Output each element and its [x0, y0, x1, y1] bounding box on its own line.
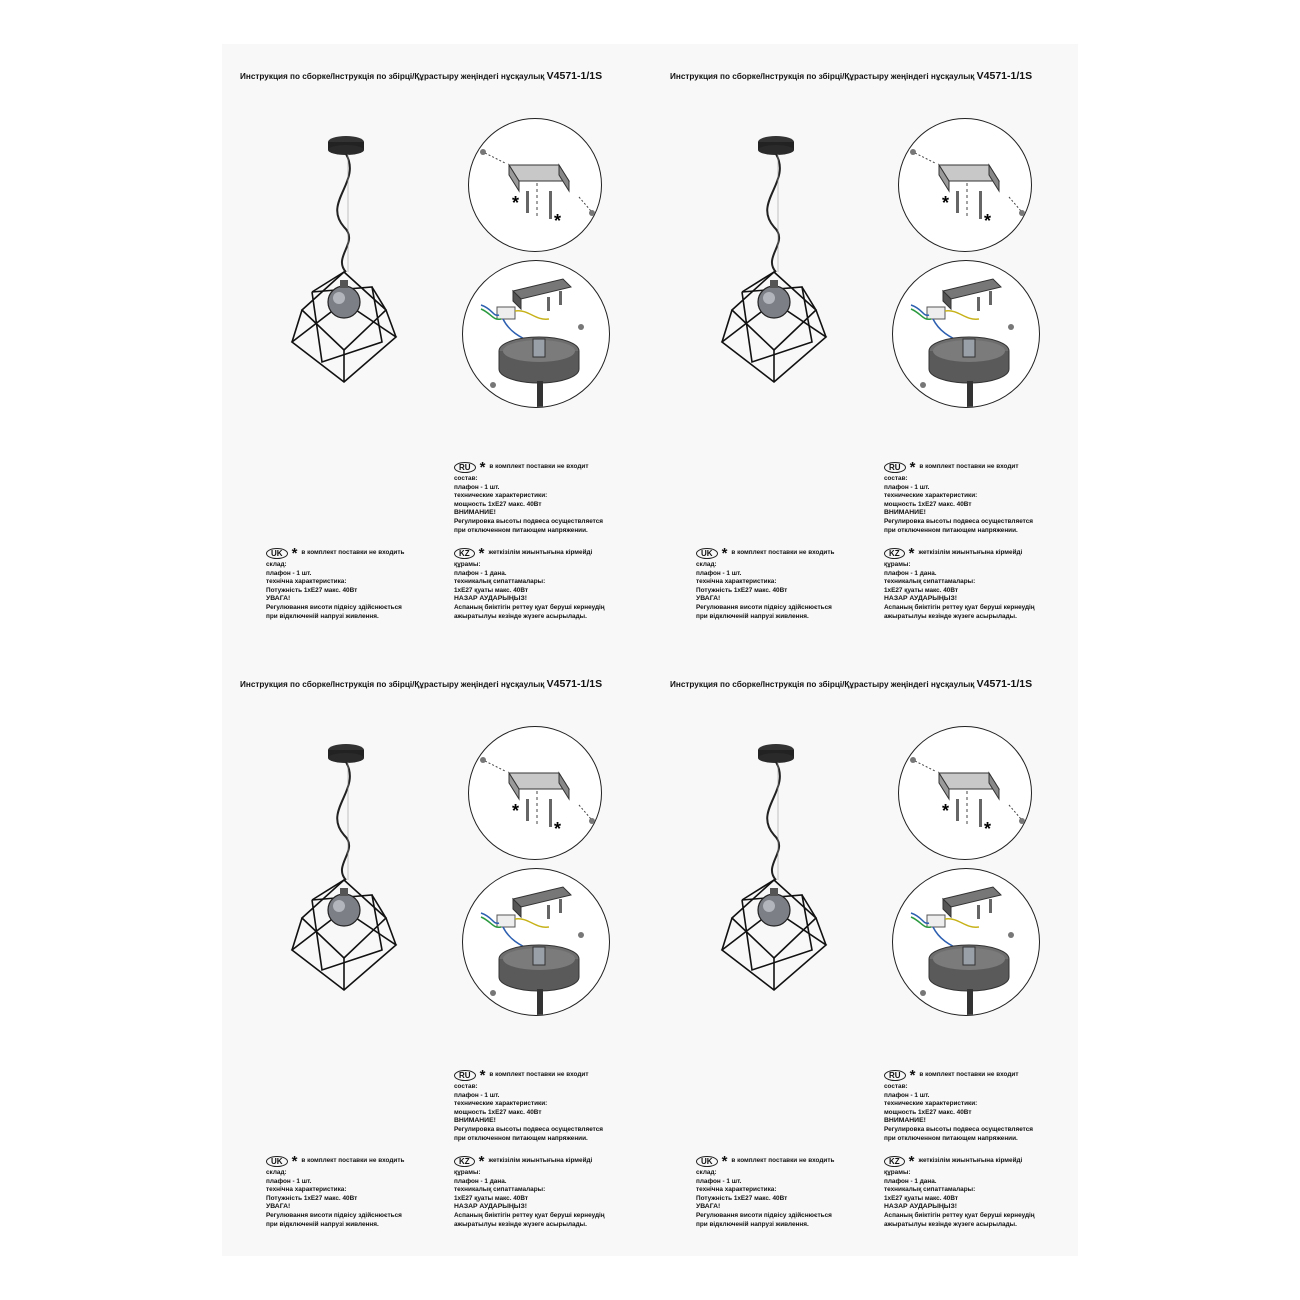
kz-warning-heading: НАЗАР АУДАРЫҢЫЗ!	[884, 1203, 957, 1211]
kz-line: плафон - 1 дана.	[454, 1177, 507, 1185]
asterisk-icon: *	[908, 544, 915, 562]
uk-line: при відключеній напрузі живлення.	[266, 1220, 379, 1228]
asterisk-icon: *	[479, 458, 486, 476]
svg-text:*: *	[512, 193, 520, 213]
pendant-lamp-illustration	[712, 740, 842, 1000]
model-code: V4571-1/1S	[546, 678, 603, 690]
uk-line: технічна характеристика:	[696, 578, 777, 586]
ru-line: мощность 1xE27 макс. 40Вт	[454, 1108, 542, 1116]
ru-line: технические характеристики:	[884, 492, 978, 500]
ru-line: состав:	[454, 1083, 478, 1090]
ru-line: состав:	[454, 475, 478, 482]
uk-line: Регулювання висоти підвісу здійснюється	[266, 1211, 402, 1219]
ru-instructions	[454, 1066, 604, 1143]
instruction-panel	[652, 44, 1082, 650]
ru-line: мощность 1xE27 макс. 40Вт	[454, 500, 542, 508]
instruction-sheet	[222, 44, 1078, 1256]
panel-title	[670, 678, 1080, 690]
uk-star-note: в комплект поставки не входить	[731, 1157, 835, 1165]
ru-warning-heading: ВНИМАНИЕ!	[884, 509, 926, 517]
mounting-bracket-diagram	[468, 726, 602, 860]
kz-instructions	[454, 1152, 605, 1229]
kz-line: ажыратылуы кезінде жүзеге асырылады.	[454, 1220, 587, 1228]
uk-line: склад:	[696, 1169, 717, 1176]
uk-instructions	[266, 544, 405, 621]
asterisk-icon: *	[478, 544, 485, 562]
uk-line: Потужність 1xE27 макс. 40Вт	[696, 586, 788, 594]
kz-line: Аспаның биіктігін реттеу қуат беруші кернеудің	[884, 1211, 1035, 1219]
kz-line: техникалық сипаттамалары:	[884, 578, 976, 586]
kz-line: ажыратылуы кезінде жүзеге асырылады.	[884, 1220, 1017, 1228]
kz-line: ажыратылуы кезінде жүзеге асырылады.	[884, 612, 1017, 620]
ru-line: Регулировка высоты подвеса осуществляется	[884, 1125, 1034, 1133]
kz-line: плафон - 1 дана.	[884, 569, 937, 577]
kz-line: құрамы:	[884, 561, 911, 568]
svg-text:*: *	[554, 211, 562, 231]
ru-warning-heading: ВНИМАНИЕ!	[454, 509, 496, 517]
uk-line: склад:	[266, 1169, 287, 1176]
title-text: Инструкция по сборке/Інструкція по збірці/Құрастыру жеңіндегі нұсқаулық	[670, 680, 975, 689]
asterisk-icon: *	[478, 1152, 485, 1170]
kz-badge: KZ	[884, 548, 905, 559]
asterisk-icon: *	[721, 544, 728, 562]
wiring-diagram	[892, 868, 1040, 1016]
ru-line: при отключенном питающем напряжении.	[454, 1134, 588, 1142]
uk-line: Потужність 1xE27 макс. 40Вт	[266, 586, 358, 594]
uk-line: технічна характеристика:	[266, 1186, 347, 1194]
panel-title	[240, 70, 650, 82]
kz-line: плафон - 1 дана.	[454, 569, 507, 577]
ru-badge: RU	[454, 462, 476, 473]
ru-line: мощность 1xE27 макс. 40Вт	[884, 1108, 972, 1116]
uk-line: плафон - 1 шт.	[696, 569, 742, 577]
kz-badge: KZ	[454, 1156, 475, 1167]
kz-star-note: жеткізілім жиынтығына кірмейді	[918, 1157, 1023, 1165]
ru-badge: RU	[884, 1070, 906, 1081]
instruction-panel	[222, 44, 652, 650]
kz-warning-heading: НАЗАР АУДАРЫҢЫЗ!	[884, 595, 957, 603]
kz-warning-heading: НАЗАР АУДАРЫҢЫЗ!	[454, 1203, 527, 1211]
ru-warning-heading: ВНИМАНИЕ!	[454, 1117, 496, 1125]
panel-title	[670, 70, 1080, 82]
ru-line: при отключенном питающем напряжении.	[884, 1134, 1018, 1142]
uk-warning-heading: УВАГА!	[266, 595, 291, 603]
wiring-diagram	[462, 868, 610, 1016]
svg-text:*: *	[512, 801, 520, 821]
asterisk-icon: *	[291, 1152, 298, 1170]
ru-star-note: в комплект поставки не входит	[919, 463, 1019, 471]
asterisk-icon: *	[909, 1066, 916, 1084]
uk-instructions	[696, 1152, 835, 1229]
kz-line: техникалық сипаттамалары:	[884, 1186, 976, 1194]
uk-line: плафон - 1 шт.	[266, 569, 312, 577]
ru-line: при отключенном питающем напряжении.	[884, 526, 1018, 534]
kz-line: 1xE27 қуаты макс. 40Вт	[454, 1194, 529, 1202]
ru-line: Регулировка высоты подвеса осуществляется	[454, 1125, 604, 1133]
uk-line: Потужність 1xE27 макс. 40Вт	[696, 1194, 788, 1202]
ru-star-note: в комплект поставки не входит	[489, 1071, 589, 1079]
uk-instructions	[696, 544, 835, 621]
ru-line: плафон - 1 шт.	[884, 483, 930, 491]
ru-instructions	[884, 1066, 1034, 1143]
uk-star-note: в комплект поставки не входить	[301, 1157, 405, 1165]
kz-star-note: жеткізілім жиынтығына кірмейді	[488, 549, 593, 557]
title-text: Инструкция по сборке/Інструкція по збірці/Құрастыру жеңіндегі нұсқаулық	[240, 72, 545, 81]
ru-line: плафон - 1 шт.	[884, 1091, 930, 1099]
kz-line: 1xE27 қуаты макс. 40Вт	[884, 1194, 959, 1202]
kz-star-note: жеткізілім жиынтығына кірмейді	[918, 549, 1023, 557]
asterisk-icon: *	[908, 1152, 915, 1170]
svg-text:*: *	[942, 801, 950, 821]
uk-warning-heading: УВАГА!	[266, 1203, 291, 1211]
ru-badge: RU	[884, 462, 906, 473]
uk-line: плафон - 1 шт.	[696, 1177, 742, 1185]
ru-star-note: в комплект поставки не входит	[489, 463, 589, 471]
ru-line: технические характеристики:	[454, 492, 548, 500]
uk-line: плафон - 1 шт.	[266, 1177, 312, 1185]
ru-line: мощность 1xE27 макс. 40Вт	[884, 500, 972, 508]
model-code: V4571-1/1S	[546, 70, 603, 82]
asterisk-icon: *	[721, 1152, 728, 1170]
ru-badge: RU	[454, 1070, 476, 1081]
uk-star-note: в комплект поставки не входить	[301, 549, 405, 557]
ru-line: плафон - 1 шт.	[454, 483, 500, 491]
svg-text:*: *	[942, 193, 950, 213]
kz-instructions	[884, 544, 1035, 621]
ru-line: Регулировка высоты подвеса осуществляется	[454, 517, 604, 525]
uk-badge: UK	[266, 1156, 288, 1167]
uk-line: при відключеній напрузі живлення.	[696, 1220, 809, 1228]
uk-line: Регулювання висоти підвісу здійснюється	[696, 1211, 832, 1219]
uk-line: технічна характеристика:	[696, 1186, 777, 1194]
wiring-diagram	[892, 260, 1040, 408]
asterisk-icon: *	[909, 458, 916, 476]
uk-star-note: в комплект поставки не входить	[731, 549, 835, 557]
ru-star-note: в комплект поставки не входит	[919, 1071, 1019, 1079]
ru-line: технические характеристики:	[454, 1100, 548, 1108]
mounting-bracket-diagram	[898, 726, 1032, 860]
uk-warning-heading: УВАГА!	[696, 595, 721, 603]
uk-badge: UK	[266, 548, 288, 559]
pendant-lamp-illustration	[282, 740, 412, 1000]
model-code: V4571-1/1S	[976, 70, 1033, 82]
ru-line: Регулировка высоты подвеса осуществляется	[884, 517, 1034, 525]
pendant-lamp-illustration	[282, 132, 412, 392]
kz-line: құрамы:	[884, 1169, 911, 1176]
svg-text:*: *	[554, 819, 562, 839]
kz-star-note: жеткізілім жиынтығына кірмейді	[488, 1157, 593, 1165]
kz-instructions	[884, 1152, 1035, 1229]
uk-badge: UK	[696, 548, 718, 559]
kz-line: плафон - 1 дана.	[884, 1177, 937, 1185]
kz-line: Аспаның биіктігін реттеу қуат беруші кернеудің	[454, 603, 605, 611]
kz-badge: KZ	[454, 548, 475, 559]
ru-line: состав:	[884, 1083, 908, 1090]
wiring-diagram	[462, 260, 610, 408]
kz-line: Аспаның биіктігін реттеу қуат беруші кернеудің	[454, 1211, 605, 1219]
uk-line: Регулювання висоти підвісу здійснюється	[266, 603, 402, 611]
model-code: V4571-1/1S	[976, 678, 1033, 690]
kz-line: Аспаның биіктігін реттеу қуат беруші кернеудің	[884, 603, 1035, 611]
instruction-panel	[222, 652, 652, 1258]
mounting-bracket-diagram	[468, 118, 602, 252]
kz-warning-heading: НАЗАР АУДАРЫҢЫЗ!	[454, 595, 527, 603]
panel-title	[240, 678, 650, 690]
mounting-bracket-diagram	[898, 118, 1032, 252]
kz-badge: KZ	[884, 1156, 905, 1167]
uk-instructions	[266, 1152, 405, 1229]
uk-badge: UK	[696, 1156, 718, 1167]
ru-line: плафон - 1 шт.	[454, 1091, 500, 1099]
kz-instructions	[454, 544, 605, 621]
uk-line: Потужність 1xE27 макс. 40Вт	[266, 1194, 358, 1202]
title-text: Инструкция по сборке/Інструкція по збірці/Құрастыру жеңіндегі нұсқаулық	[670, 72, 975, 81]
kz-line: техникалық сипаттамалары:	[454, 1186, 546, 1194]
svg-text:*: *	[984, 819, 992, 839]
kz-line: ажыратылуы кезінде жүзеге асырылады.	[454, 612, 587, 620]
ru-warning-heading: ВНИМАНИЕ!	[884, 1117, 926, 1125]
instruction-panel	[652, 652, 1082, 1258]
uk-line: склад:	[266, 561, 287, 568]
kz-line: құрамы:	[454, 561, 481, 568]
kz-line: техникалық сипаттамалары:	[454, 578, 546, 586]
asterisk-icon: *	[479, 1066, 486, 1084]
uk-line: при відключеній напрузі живлення.	[696, 612, 809, 620]
uk-line: при відключеній напрузі живлення.	[266, 612, 379, 620]
ru-line: технические характеристики:	[884, 1100, 978, 1108]
uk-line: технічна характеристика:	[266, 578, 347, 586]
kz-line: 1xE27 қуаты макс. 40Вт	[454, 586, 529, 594]
ru-instructions	[884, 458, 1034, 535]
title-text: Инструкция по сборке/Інструкція по збірці/Құрастыру жеңіндегі нұсқаулық	[240, 680, 545, 689]
ru-instructions	[454, 458, 604, 535]
asterisk-icon: *	[291, 544, 298, 562]
ru-line: при отключенном питающем напряжении.	[454, 526, 588, 534]
ru-line: состав:	[884, 475, 908, 482]
uk-line: Регулювання висоти підвісу здійснюється	[696, 603, 832, 611]
pendant-lamp-illustration	[712, 132, 842, 392]
uk-line: склад:	[696, 561, 717, 568]
kz-line: құрамы:	[454, 1169, 481, 1176]
svg-text:*: *	[984, 211, 992, 231]
kz-line: 1xE27 қуаты макс. 40Вт	[884, 586, 959, 594]
uk-warning-heading: УВАГА!	[696, 1203, 721, 1211]
